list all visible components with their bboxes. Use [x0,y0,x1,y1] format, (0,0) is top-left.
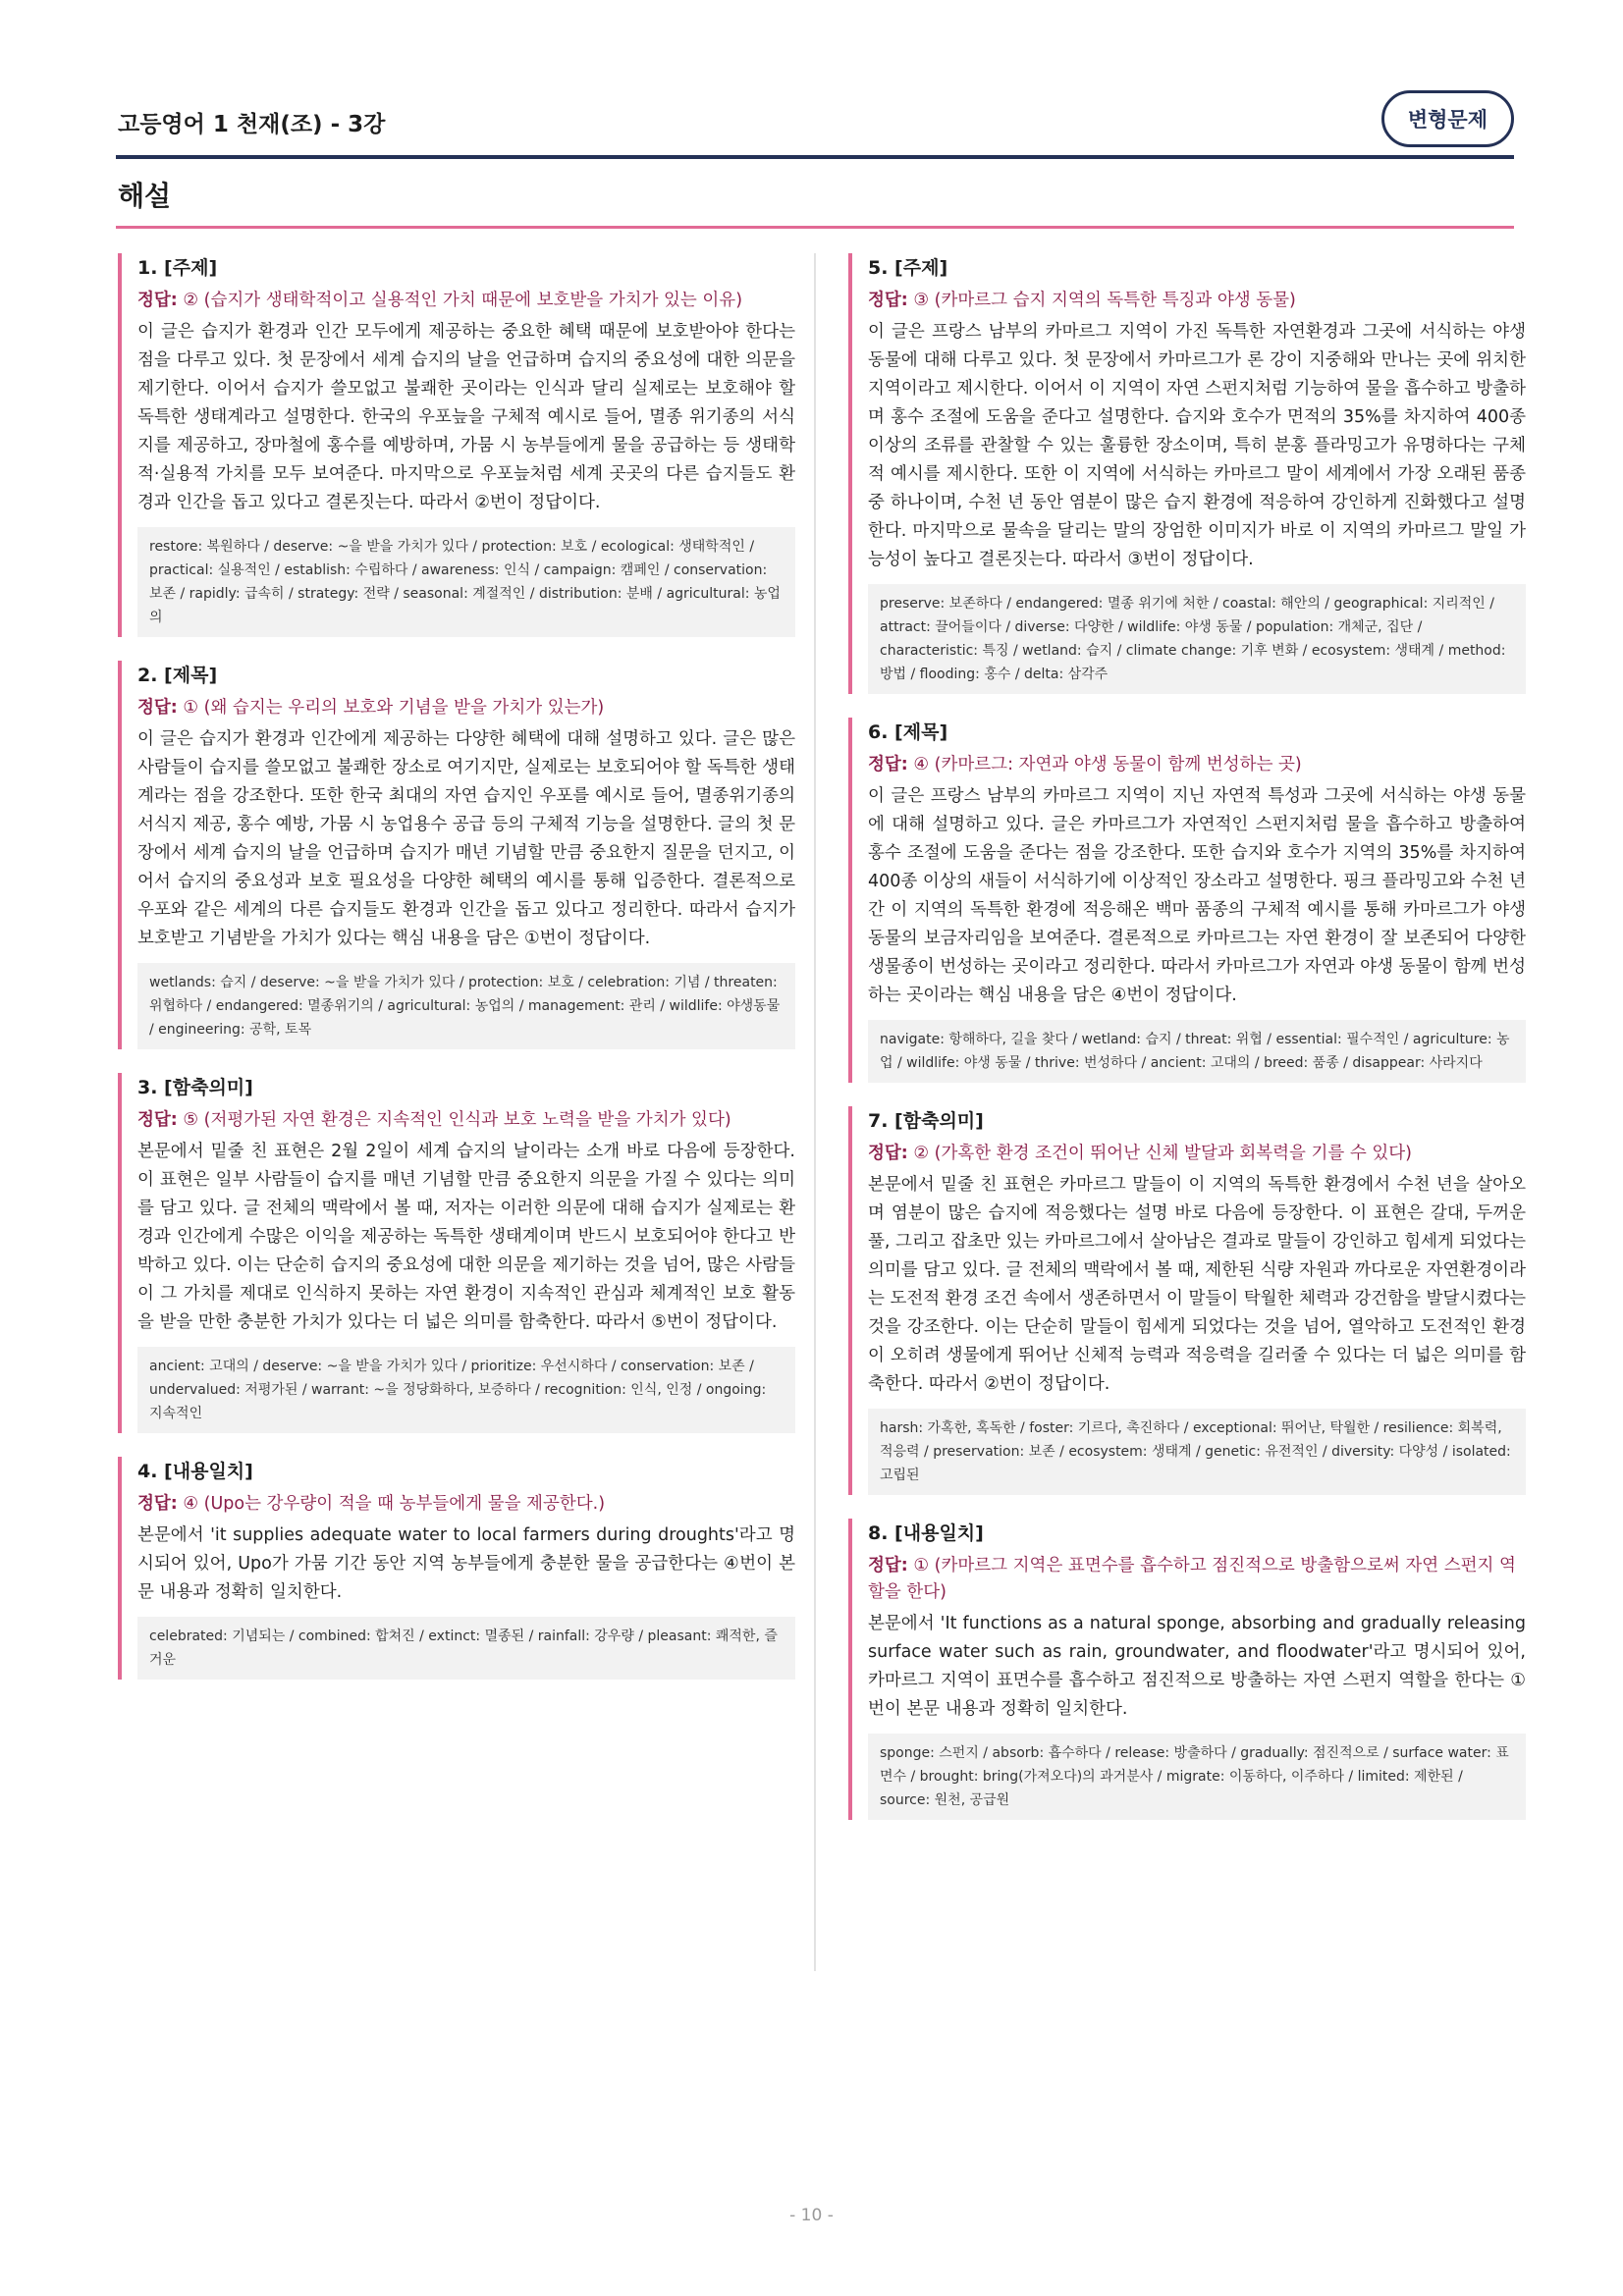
question-heading: 8. [내용일치] [868,1522,984,1544]
vocabulary-box: wetlands: 습지 / deserve: ~을 받을 가치가 있다 / protection: 보호 / celebration: 기념 / threaten: 위협하다 / endangered: 멸종위기의 / agricultural: 농업의 / management: 관리 / wildlife: 야생동물 / engineering: 공학, 토목 [137,963,795,1049]
question-heading: 4. [내용일치] [137,1461,253,1482]
right-column [848,253,1526,1843]
explanation-text: 이 글은 프랑스 남부의 카마르그 지역이 지닌 자연적 특성과 그곳에 서식하는 야생 동물에 대해 설명하고 있다. 글은 카마르그가 자연적인 스펀지처럼 물을 흡수하고 방출하여 홍수 조절에 도움을 준다는 점을 강조한다. 또한 습지와 호수가 지역의 35%를 차지하여 400종 이상의 새들이 서식하기에 이상적인 장소라고 설명한다. 핑크 플라밍고와 수천 년간 이 지역의 독특한 환경에 적응해온 백마 품종의 구체적 예시를 통해 카마르그가 야생 동물의 보금자리임을 보여준다. 결론적으로 카마르그는 자연 환경이 잘 보존되어 다양한 생물종이 번성하는 곳이라고 정리한다. 따라서 카마르그가 자연과 야생 동물이 함께 번성하는 곳이라는 핵심 내용을 담은 ④번이 정답이다. [868,786,1526,1005]
answer-text: ② (습지가 생태학적이고 실용적인 가치 때문에 보호받을 가치가 있는 이유) [183,291,743,310]
answer-label: 정답: [137,291,178,310]
column-divider [814,253,816,1971]
answer-line [137,288,795,314]
vocabulary-box: restore: 복원하다 / deserve: ~을 받을 가치가 있다 / protection: 보호 / ecological: 생태학적인 / practical: 실용적인 / establish: 수립하다 / awareness: 인식 / campaign: 캠페인 / conservation: 보존 / rapidly: 급속히 / strategy: 전략 / seasonal: 계절적인 / distribution: 분배 / agricultural: 농업의 [137,527,795,637]
answer-text: ① (카마르그 지역은 표면수를 흡수하고 점진적으로 방출함으로써 자연 스펀지 역할을 한다) [868,1556,1516,1602]
explanation-text: 본문에서 밑줄 친 표현은 2월 2일이 세계 습지의 날이라는 소개 바로 다음에 등장한다. 이 표현은 일부 사람들이 습지를 매년 기념할 만큼 중요한지 의문을 가질 수 있다는 의미를 담고 있다. 글 전체의 맥락에서 볼 때, 저자는 이러한 의문에 대해 습지가 실제로는 환경과 인간에게 수많은 이익을 제공하는 독특한 생태계이며 반드시 보호되어야 한다고 반박하고 있다. 이는 단순히 습지의 중요성에 대한 의문을 제기하는 것을 넘어, 많은 사람들이 그 가치를 제대로 인식하지 못하는 자연 환경이 지속적인 관심과 체계적인 보호 활동을 받을 만한 충분한 가치가 있다는 더 넓은 의미를 함축한다. 따라서 ⑤번이 정답이다. [137,1142,795,1332]
answer-line [137,1107,795,1134]
answer-label: 정답: [868,291,908,310]
vocabulary-box: preserve: 보존하다 / endangered: 멸종 위기에 처한 / coastal: 해안의 / geographical: 지리적인 / attract: 끌어들이다 / diverse: 다양한 / wildlife: 야생 동물 / population: 개체군, 집단 / characteristic: 특징 / wetland: 습지 / climate change: 기후 변화 / ecosystem: 생태계 / method: 방법 / flooding: 홍수 / delta: 삼각주 [868,584,1526,694]
explanation-item-8 [848,1519,1526,1820]
explanation-item-5 [848,253,1526,694]
explanation-text: 본문에서 'It functions as a natural sponge, absorbing and gradually releasing surface water such as rain, groundwater, and floodwater'라고 명시되어 있어, 카마르그 지역이 표면수를 흡수하고 점진적으로 방출하는 자연 스펀지 역할을 한다는 ①번이 본문 내용과 정확히 일치한다. [868,1614,1526,1719]
explanation-item-1 [118,253,795,637]
explanation-text: 이 글은 프랑스 남부의 카마르그 지역이 가진 독특한 자연환경과 그곳에 서식하는 야생 동물에 대해 다루고 있다. 첫 문장에서 카마르그가 론 강이 지중해와 만나는 곳에 위치한 지역이라고 제시한다. 이어서 이 지역이 자연 스펀지처럼 기능하여 물을 흡수하고 방출하며 홍수 조절에 도움을 준다고 설명한다. 습지와 호수가 면적의 35%를 차지하여 400종 이상의 조류를 관찰할 수 있는 훌륭한 장소이며, 특히 분홍 플라밍고가 유명하다는 구체적 예시를 제시한다. 또한 이 지역에 서식하는 카마르그 말이 세계에서 가장 오래된 품종 중 하나이며, 수천 년 동안 염분이 많은 습지 환경에 적응하여 강인하게 진화했다고 설명한다. 마지막으로 물속을 달리는 말의 장엄한 이미지가 바로 이 지역의 카마르그 말일 가능성이 높다고 결론짓는다. 따라서 ③번이 정답이다. [868,322,1526,569]
question-heading: 3. [함축의미] [137,1077,253,1098]
explanation-text: 이 글은 습지가 환경과 인간 모두에게 제공하는 중요한 혜택 때문에 보호받아야 한다는 점을 다루고 있다. 첫 문장에서 세계 습지의 날을 언급하며 습지의 중요성에 대한 의문을 제기한다. 이어서 습지가 쓸모없고 불쾌한 곳이라는 인식과 달리 실제로는 보호해야 할 독특한 생태계라고 설명한다. 한국의 우포늪을 구체적 예시로 들어, 멸종 위기종의 서식지를 제공하고, 장마철에 홍수를 예방하며, 가뭄 시 농부들에게 물을 공급하는 등 생태학적·실용적 가치를 모두 보여준다. 마지막으로 우포늪처럼 세계 곳곳의 다른 습지들도 환경과 인간을 돕고 있다고 결론짓는다. 따라서 ②번이 정답이다. [137,322,795,512]
section-title: 해설 [118,180,172,212]
answer-text: ① (왜 습지는 우리의 보호와 기념을 받을 가치가 있는가) [183,698,605,718]
vocabulary-box: harsh: 가혹한, 혹독한 / foster: 기르다, 촉진하다 / exceptional: 뛰어난, 탁월한 / resilience: 회복력, 적응력 / preservation: 보존 / ecosystem: 생태계 / genetic: 유전적인 / diversity: 다양성 / isolated: 고립된 [868,1409,1526,1495]
question-heading: 5. [주제] [868,257,948,279]
answer-label: 정답: [137,698,178,718]
answer-line [137,695,795,721]
explanation-item-4 [118,1457,795,1680]
answer-text: ③ (카마르그 습지 지역의 독특한 특징과 야생 동물) [913,291,1296,310]
answer-line [868,288,1526,314]
answer-label: 정답: [868,1144,908,1163]
vocabulary-box: navigate: 항해하다, 길을 찾다 / wetland: 습지 / threat: 위협 / essential: 필수적인 / agriculture: 농업 / wildlife: 야생 동물 / thrive: 번성하다 / ancient: 고대의 / breed: 품종 / disappear: 사라지다 [868,1020,1526,1083]
question-heading: 2. [제목] [137,665,218,686]
explanation-text: 이 글은 습지가 환경과 인간에게 제공하는 다양한 혜택에 대해 설명하고 있다. 글은 많은 사람들이 습지를 쓸모없고 불쾌한 장소로 여기지만, 실제로는 보호되어야 할 독특한 생태계라는 점을 강조한다. 또한 한국 최대의 자연 습지인 우포를 예시로 들어, 멸종위기종의 서식지 제공, 홍수 예방, 가뭄 시 농업용수 공급 등의 구체적 기능을 설명한다. 글의 첫 문장에서 세계 습지의 날을 언급하며 습지가 매년 기념할 만큼 중요한지 질문을 던지고, 이어서 습지의 중요성과 보호 필요성을 다양한 혜택의 예시를 통해 입증한다. 결론적으로 우포와 같은 세계의 다른 습지들도 환경과 인간을 돕고 있다고 정리한다. 따라서 습지가 보호받고 기념받을 가치가 있다는 핵심 내용을 담은 ①번이 정답이다. [137,729,795,948]
answer-label: 정답: [868,755,908,774]
answer-label: 정답: [868,1556,908,1575]
document-title: 고등영어 1 천재(조) - 3강 [118,112,386,137]
explanation-text: 본문에서 'it supplies adequate water to local farmers during droughts'라고 명시되어 있어, Upo가 가뭄 기간 동안 지역 농부들에게 충분한 물을 공급한다는 ④번이 본문 내용과 정확히 일치한다. [137,1525,795,1602]
question-heading: 1. [주제] [137,257,218,279]
page-number: - 10 - [789,2206,834,2225]
vocabulary-box: sponge: 스펀지 / absorb: 흡수하다 / release: 방출하다 / gradually: 점진적으로 / surface water: 표면수 / brought: bring(가져오다)의 과거분사 / migrate: 이동하다, 이주하다 / limited: 제한된 / source: 원천, 공급원 [868,1734,1526,1820]
answer-line [868,1553,1526,1606]
vocabulary-box: ancient: 고대의 / deserve: ~을 받을 가치가 있다 / prioritize: 우선시하다 / conservation: 보존 / undervalued: 저평가된 / warrant: ~을 정당화하다, 보증하다 / recognition: 인식, 인정 / ongoing: 지속적인 [137,1347,795,1433]
answer-line [137,1491,795,1518]
answer-text: ⑤ (저평가된 자연 환경은 지속적인 인식과 보호 노력을 받을 가치가 있다) [183,1110,731,1130]
section-divider [116,226,1514,229]
explanation-item-2 [118,661,795,1049]
header-divider [116,155,1514,159]
explanation-text: 본문에서 밑줄 친 표현은 카마르그 말들이 이 지역의 독특한 환경에서 수천 년을 살아오며 염분이 많은 습지에 적응했다는 설명 바로 다음에 등장한다. 이 표현은 갈대, 두꺼운 풀, 그리고 잡초만 있는 카마르그에서 살아남은 결과로 말들이 강인하고 힘세게 되었다는 의미를 담고 있다. 글 전체의 맥락에서 볼 때, 제한된 식량 자원과 까다로운 자연환경이라는 도전적 환경 조건 속에서 생존하면서 이 말들이 탁월한 체력과 강건함을 발달시켰다는 것을 강조한다. 이는 단순히 말들이 힘세게 되었다는 것을 넘어, 열악하고 도전적인 환경이 오히려 생물에게 뛰어난 신체적 능력과 적응력을 길러줄 수 있다는 더 넓은 의미를 함축한다. 따라서 ②번이 정답이다. [868,1175,1526,1394]
answer-text: ④ (카마르그: 자연과 야생 동물이 함께 번성하는 곳) [913,755,1302,774]
question-heading: 7. [함축의미] [868,1110,984,1132]
question-heading: 6. [제목] [868,721,948,743]
answer-line [868,1141,1526,1167]
left-column [118,253,795,1703]
explanation-item-3 [118,1073,795,1433]
explanation-item-6 [848,718,1526,1083]
vocabulary-box: celebrated: 기념되는 / combined: 합쳐진 / extinct: 멸종된 / rainfall: 강우량 / pleasant: 쾌적한, 즐거운 [137,1617,795,1680]
variant-problem-badge: 변형문제 [1381,90,1514,147]
explanation-item-7 [848,1106,1526,1495]
answer-label: 정답: [137,1494,178,1514]
answer-text: ② (가혹한 환경 조건이 뛰어난 신체 발달과 회복력을 기를 수 있다) [913,1144,1412,1163]
answer-text: ④ (Upo는 강우량이 적을 때 농부들에게 물을 제공한다.) [183,1494,606,1514]
page-header [116,90,1514,157]
answer-label: 정답: [137,1110,178,1130]
answer-line [868,752,1526,778]
